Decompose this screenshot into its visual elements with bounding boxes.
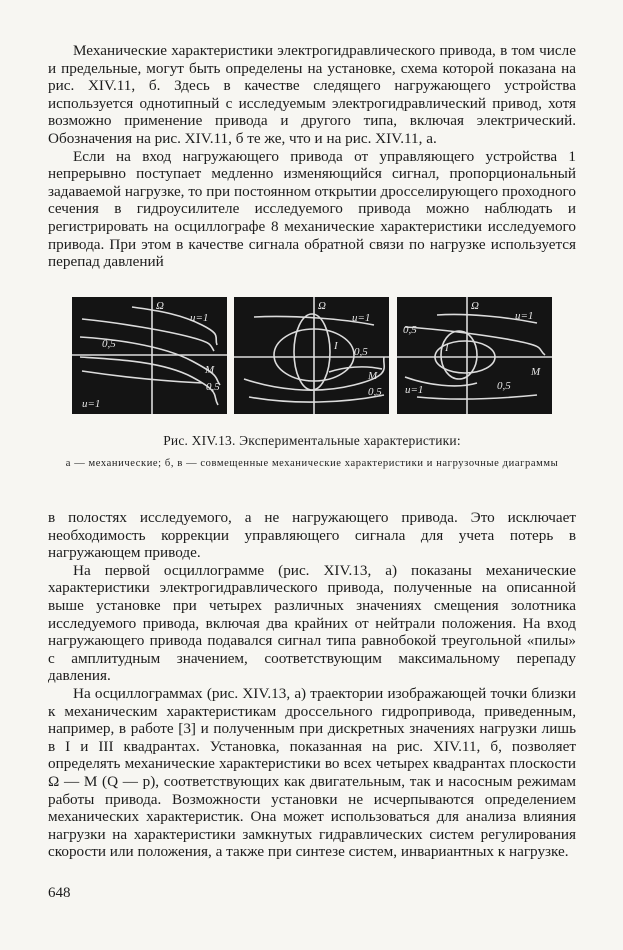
oscillogram-b-image — [234, 297, 389, 414]
osc-label: 0,5 — [403, 324, 417, 336]
osc-label: u=1 — [405, 384, 424, 396]
osc-label: 0,5 — [354, 346, 368, 358]
osc-label: Ω — [156, 300, 164, 312]
osc-label: u=1 — [82, 398, 101, 410]
osc-label: u=1 — [352, 312, 371, 324]
paragraph: На первой осциллограмме (рис. XIV.13, а) показаны механические характеристики электрогидравлического привода, полученные на описанной выше установке при четырех различных значениях смещения золотника исследуемого привода, включая два крайних от нейтрали положения. На вход нагружающего привода подавался сигнал типа равнобокой треугольной «пилы» с амплитудным значением, соответствующим максимальному перепаду давления. — [48, 561, 576, 685]
paragraph: Механические характеристики электрогидравлического привода, в том числе и предельные, могут быть определены на установке, схема которой показана на рис. XIV.11, б. Здесь в качестве следящего нагружающего устройства используется однотипный с исследуемым электрогидравлический привод, хотя возможно применение привода и другого типа, включая электрический. Обозначения на рис. XIV.11, б те же, что и на рис. XIV.11, а. — [48, 42, 576, 147]
osc-label: I — [445, 342, 449, 354]
oscillogram-figure — [72, 297, 552, 414]
figure-caption-title: Рис. XIV.13. Экспериментальные характеристики: — [163, 433, 461, 448]
osc-label: Ω — [318, 300, 326, 312]
text-block-top — [48, 42, 576, 271]
figure-caption-legend: а — механические; б, в — совмещенные механические характеристики и нагрузочные диаграммы — [65, 458, 559, 469]
text-block-bottom — [48, 509, 576, 861]
osc-label: Ω — [471, 300, 479, 312]
paragraph: в полостях исследуемого, а не нагружающего привода. Это исключает необходимость коррекции управляющего сигнала для учета потерь в нагружающем приводе. — [48, 509, 576, 562]
osc-label: M — [205, 364, 215, 376]
oscillogram-panel-b — [234, 297, 389, 414]
osc-label: u=1 — [515, 310, 534, 322]
osc-label: 0,5 — [368, 386, 382, 398]
osc-label: I — [334, 340, 338, 352]
oscillogram-c-image — [397, 297, 552, 414]
osc-label: M — [368, 370, 378, 382]
osc-label: u=1 — [190, 312, 209, 324]
page-number: 648 — [48, 885, 71, 901]
osc-label: 0,5 — [206, 381, 220, 393]
oscillogram-a-image — [72, 297, 227, 414]
oscillogram-panel-a — [72, 297, 227, 414]
osc-label: M — [531, 366, 541, 378]
paragraph: На осциллограммах (рис. XIV.13, а) траектории изображающей точки близки к механическим характеристикам дроссельного гидропривода, приведенным, например, в работе [3] и полученным при дискретных значениях нагрузки лишь в I и III квадрантах. Установка, показанная на рис. XIV.11, б, позволяет определять механические характеристики во всех четырех квадрантах плоскости Ω — M (Q — p), соответствующих как двигательным, так и насосным режимам работы привода. Возможности установки не исчерпываются определением механических характеристик. Она может использоваться для анализа влияния нагрузки на характеристики замкнутых гидравлических систем регулирования скорости или положения, а также при синтезе систем, инвариантных к нагрузке. — [48, 684, 576, 861]
paragraph: Если на вход нагружающего привода от управляющего устройства 1 непрерывно поступает медленно изменяющийся сигнал, пропорциональный задаваемой нагрузке, то при постоянном открытии дросселирующего проходного сечения в гидроусилителе исследуемого привода можно наблюдать и регистрировать на осциллографе 8 механические характеристики исследуемого привода. При этом в качестве сигнала обратной связи по нагрузке используется перепад давлений — [48, 147, 576, 271]
oscillogram-panel-c — [397, 297, 552, 414]
osc-label: 0,5 — [102, 338, 116, 350]
osc-label: 0,5 — [497, 380, 511, 392]
